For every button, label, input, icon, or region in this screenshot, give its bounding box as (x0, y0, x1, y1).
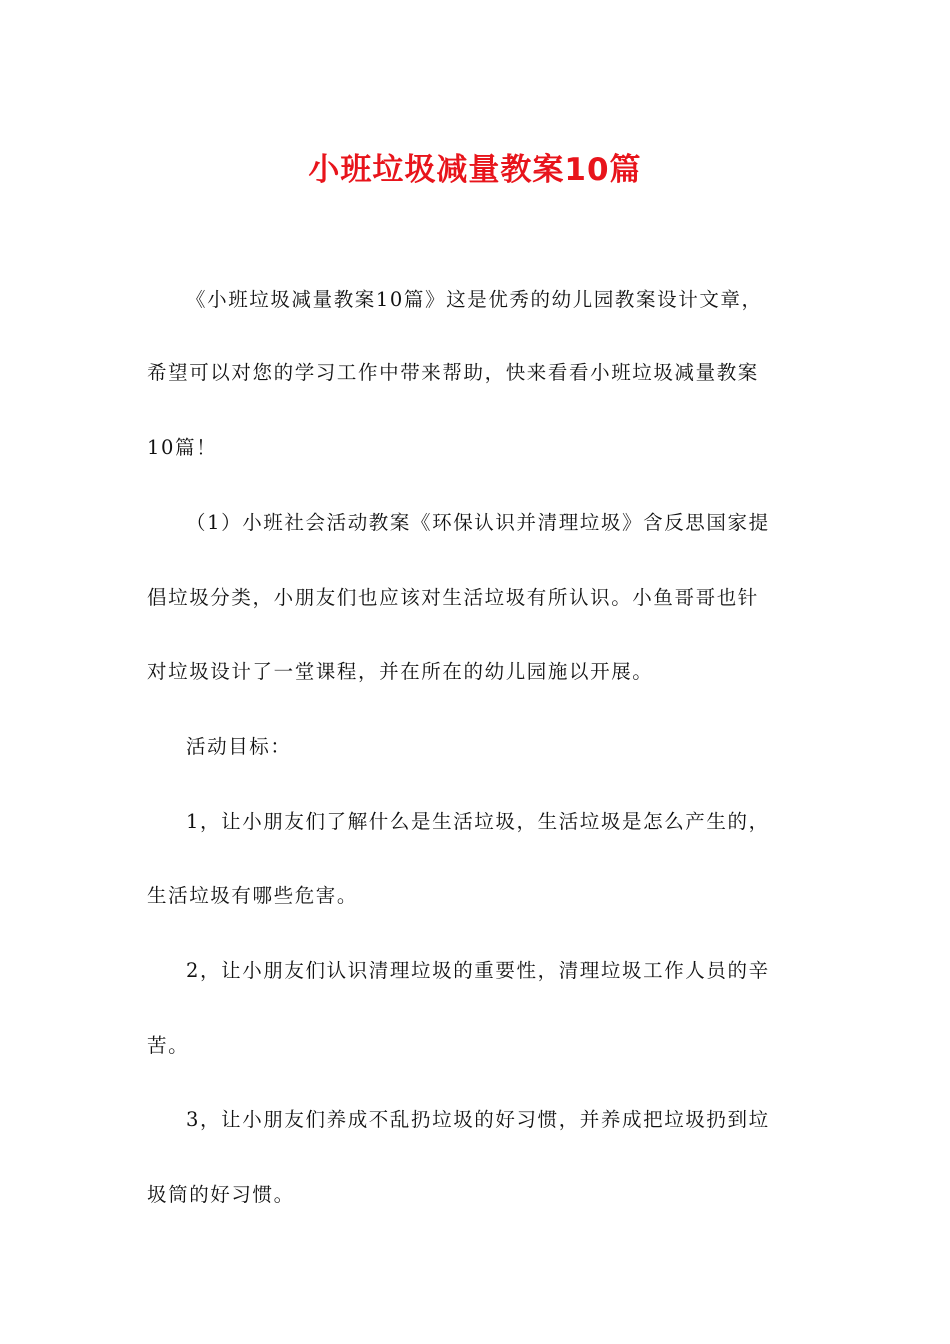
list-item-line: 圾筒的好习惯。 (147, 1183, 295, 1206)
paragraph-line: 倡垃圾分类，小朋友们也应该对生活垃圾有所认识。小鱼哥哥也针 (147, 586, 759, 609)
paragraph-line: （1）小班社会活动教案《环保认识并清理垃圾》含反思国家提 (186, 511, 770, 534)
list-item-line: 1，让小朋友们了解什么是生活垃圾，生活垃圾是怎么产生的， (186, 810, 770, 833)
paragraph-line: 《小班垃圾减量教案10篇》这是优秀的幼儿园教案设计文章， (186, 288, 763, 311)
list-item-line: 3，让小朋友们养成不乱扔垃圾的好习惯，并养成把垃圾扔到垃 (186, 1108, 770, 1131)
paragraph-line: 希望可以对您的学习工作中带来帮助，快来看看小班垃圾减量教案 (147, 361, 759, 384)
list-item-line: 苦。 (147, 1034, 190, 1057)
paragraph-line: 10篇！ (147, 436, 218, 459)
paragraph-line: 对垃圾设计了一堂课程，并在所在的幼儿园施以开展。 (147, 660, 654, 683)
section-heading: 活动目标： (186, 735, 292, 758)
list-item-line: 2，让小朋友们认识清理垃圾的重要性，清理垃圾工作人员的辛 (186, 959, 770, 982)
list-item-line: 生活垃圾有哪些危害。 (147, 884, 359, 907)
document-title: 小班垃圾减量教案10篇 (308, 152, 642, 188)
